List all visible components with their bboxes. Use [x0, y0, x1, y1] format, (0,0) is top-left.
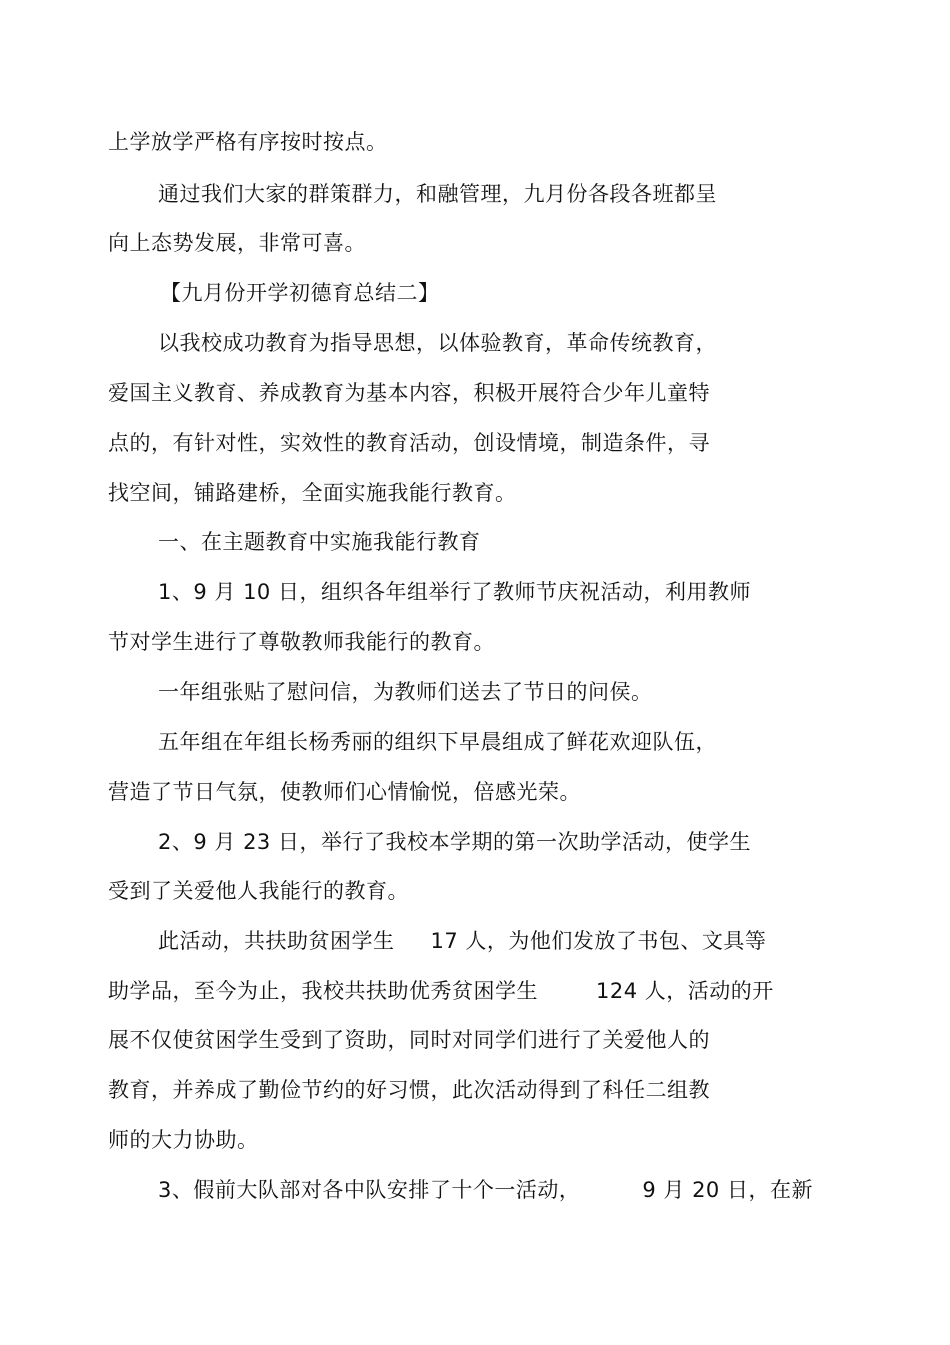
- line-segment: 此活动，共扶助贫困学生: [158, 929, 395, 953]
- paragraph-line: 上学放学严格有序按时按点。: [108, 130, 388, 154]
- paragraph-line: 爱国主义教育、养成教育为基本内容，积极开展符合少年儿童特: [108, 381, 710, 405]
- line-segment: 3、假前大队部对各中队安排了十个一活动，: [158, 1178, 581, 1202]
- line-segment: 9 月 20 日，在新: [642, 1178, 813, 1202]
- paragraph-line: 五年组在年组长杨秀丽的组织下早晨组成了鲜花欢迎队伍，: [158, 730, 717, 754]
- paragraph-line: 受到了关爱他人我能行的教育。: [108, 879, 409, 903]
- subsection-heading: 一、在主题教育中实施我能行教育: [158, 530, 481, 554]
- paragraph-line: 一年组张贴了慰问信，为教师们送去了节日的问侯。: [158, 680, 653, 704]
- paragraph-line: [158, 927, 766, 955]
- paragraph-line: 1、9 月 10 日，组织各年组举行了教师节庆祝活动，利用教师: [158, 580, 751, 604]
- paragraph-line: 营造了节日气氛，使教师们心情愉悦，倍感光荣。: [108, 780, 581, 804]
- line-segment: 124 人，活动的开: [596, 979, 774, 1003]
- paragraph-line: [108, 977, 774, 1005]
- paragraph-line: 找空间，铺路建桥，全面实施我能行教育。: [108, 481, 517, 505]
- paragraph-line: 展不仅使贫困学生受到了资助，同时对同学们进行了关爱他人的: [108, 1028, 710, 1052]
- paragraph-line: 2、9 月 23 日，举行了我校本学期的第一次助学活动，使学生: [158, 830, 751, 854]
- paragraph-line: 以我校成功教育为指导思想，以体验教育，革命传统教育，: [158, 331, 717, 355]
- paragraph-line: 师的大力协助。: [108, 1128, 259, 1152]
- paragraph-line: 点的，有针对性，实效性的教育活动，创设情境，制造条件，寻: [108, 431, 710, 455]
- section-heading: 【九月份开学初德育总结二】: [160, 281, 440, 305]
- line-segment: 助学品，至今为止，我校共扶助优秀贫困学生: [108, 979, 538, 1003]
- line-segment: 17 人，为他们发放了书包、文具等: [430, 929, 767, 953]
- paragraph-line: 通过我们大家的群策群力，和融管理，九月份各段各班都呈: [158, 182, 717, 206]
- paragraph-line: 节对学生进行了尊敬教师我能行的教育。: [108, 630, 495, 654]
- paragraph-line: [158, 1176, 813, 1204]
- paragraph-line: 教育，并养成了勤俭节约的好习惯，此次活动得到了科任二组教: [108, 1078, 710, 1102]
- paragraph-line: 向上态势发展，非常可喜。: [108, 231, 366, 255]
